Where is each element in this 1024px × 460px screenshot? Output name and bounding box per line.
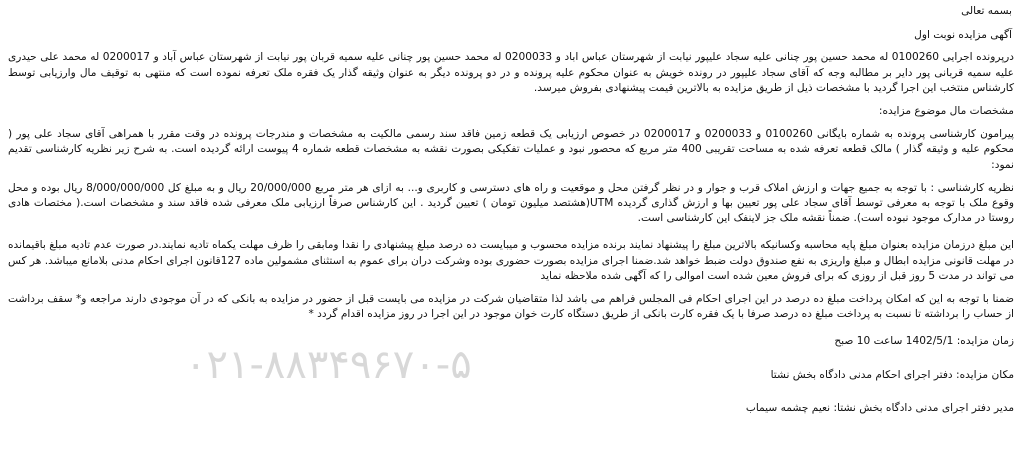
notice-title: آگهی مزایده نوبت اول xyxy=(914,29,1012,42)
auction-place: مکان مزایده: دفتر اجرای احکام مدنی دادگاه بخش نشتا xyxy=(770,368,1014,381)
note-paragraph: ضمنا با توجه به این که امکان پرداخت مبلغ ده درصد در این اجرای احکام فی المجلس فراهم می باشد لذا متقاضیان شرکت در مزایده می بایست قبل از حضور در مزایده به بانکی که در آن موجودی دارند مراجعه و* سقف برداشت از حساب را برداشته تا نسبت به پرداخت مبلغ ده درصد صرفا با یک فقره کارت بانکی از طریق دستگاه کارت خوان موجود در این اجرا در روز مزایده اقدام گردد * xyxy=(8,293,1014,321)
section-title: مشخصات مال موضوع مزایده: xyxy=(878,105,1014,118)
signature-line: مدیر دفتر اجرای مدنی دادگاه بخش نشتا: نعیم چشمه سیماب xyxy=(745,401,1014,414)
auction-date: زمان مزایده: 1402/5/1 ساعت 10 صبح xyxy=(834,335,1014,348)
notice-document xyxy=(8,4,1014,416)
intro-paragraph: درپرونده اجرایی 0100260 له محمد حسین پور چنانی علیه سجاد علیپور نیابت از شهرستان عباس اباد و 0200033 له محمد حسین پور چنانی علیه سمیه قربان پور نیابت از شهرستان عباس آباد و 0200017 له محمد علی حیدری علیه سمیه قربانی پور دایر بر مطالبه وجه که آقای سجاد علیپور در رونده خویش به عنوان محکوم علیه پرونده و در دو پرونده دیگر به عنوان وثیقه گذار یک فقره ملک تعرفه نموده است که منتهی به توقیف مال وارزیابی توسط کارشناس منتخب این اجرا گردید با مشخصات ذیل از طریق مزایده به بالاترین قیمت پیشنهادی بفروش میرسد. xyxy=(8,51,1014,94)
basmala-header: بسمه تعالی xyxy=(961,5,1012,17)
terms-paragraph: این مبلغ درزمان مزایده بعنوان مبلغ پایه محاسبه وکسانیکه بالاترین مبلغ را پیشنهاد نمایند برنده مزایده محسوب و میبایست ده درصد مبلغ پیشنهادی را نقدا ومابقی را ظرف مهلت یکماه تادیه نمایند.در صورت عدم تادیه مبلغ باقیمانده در مهلت قانونی مزایده ابطال و مبلغ واریزی به نفع صندوق دولت ضبط خواهد شد.ضمنا اجرای مزایده بصورت حضوری بوده وشرکت دران برای عموم به استثنای مشمولین ماده 127قانون اجرای احکام مدنی بلامانع میباشد. هر کس می تواند در مدت 5 روز قبل از روزی که برای فروش معین شده است اموالی را که آگهی شده ملاحظه نماید xyxy=(8,239,1015,282)
expert-paragraph: پیرامون کارشناسی پرونده به شماره بایگانی 0100260 و 0200033 و 0200017 در خصوص ارزیابی یک قطعه زمین فاقد سند رسمی مالکیت به مشخصات و مندرجات پرونده در وقت مقرر با همراهی آقای سجاد علی پور ( محکوم علیه و وثیقه گذار ) مالک قطعه تعرفه شده به مساحت تقریبی 400 متر مربع که محصور نبود و عملیات تفکیکی بصورت نقشه به مشخصات قطعه شماره 4 پیوست ارائه گردیده است. به شرح زیر نظریه کارشناسی تقدیم نمود: xyxy=(8,128,1015,171)
watermark-phone: ۰۲۱-۸۸۳۴۹۶۷۰-۵ xyxy=(185,342,472,388)
opinion-paragraph: نظریه کارشناسی : با توجه به جمیع جهات و ارزش املاک قرب و جوار و در نظر گرفتن محل و موقعیت و راه های دسترسی و کاربری و... به ازای هر متر مربع 20/000/000 ریال و به مبلغ کل 8/000/000/000 ریال بوده و محل وقوع ملک با توجه به معرفی توسط آقای سجاد علی پور تعیین بها و ارزش گذاری گردیده UTM(هشتصد میلیون تومان ) تعیین گردید . این کارشناس صرفاً ارزیابی ملک معرفی شده فاقد سند و مشخصات است.( مختصات هادی روستا در مدارک موجود نبوده است). ضمناً نقشه ملک جز لاینفک این کارشناسی است. xyxy=(8,181,1014,225)
